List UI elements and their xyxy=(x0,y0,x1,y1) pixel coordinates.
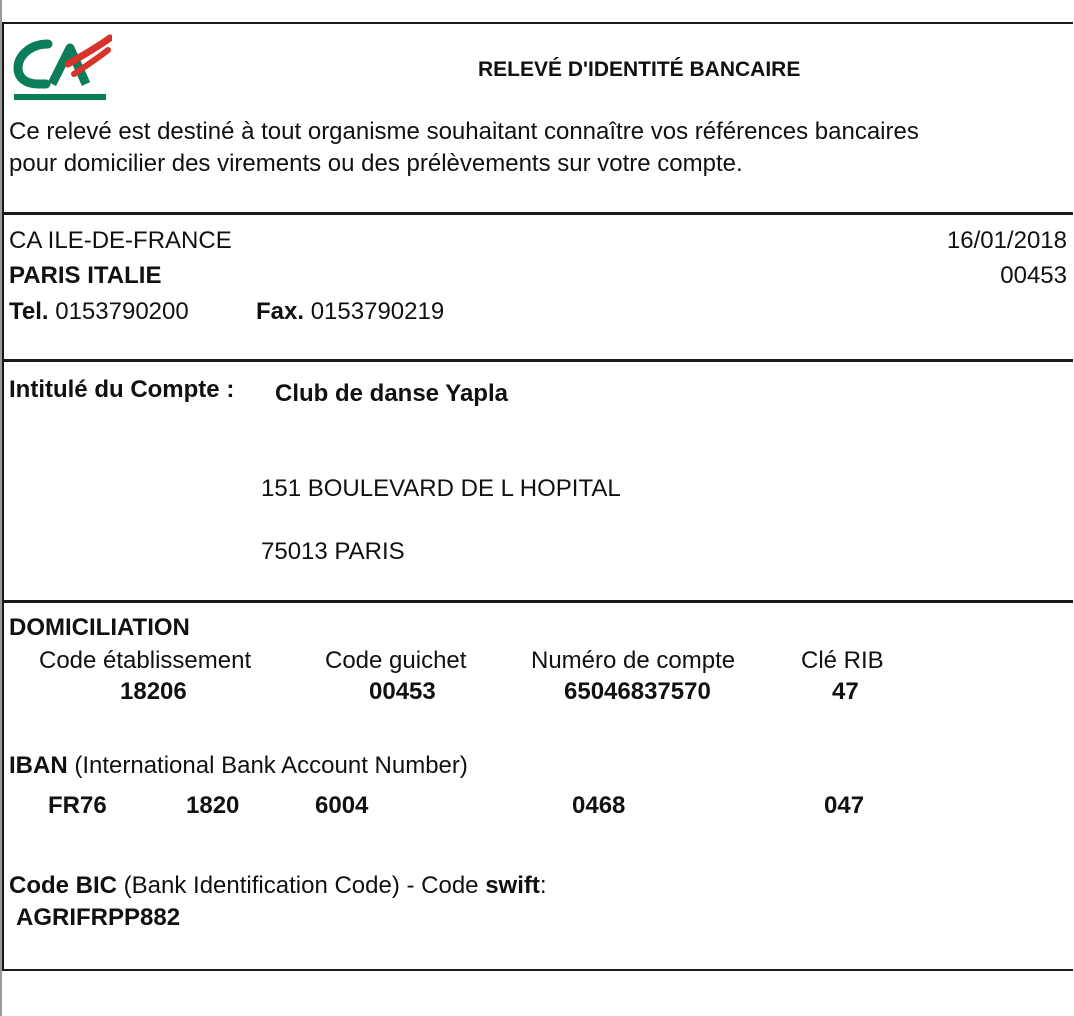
intro-text-line1: Ce relevé est destiné à tout organisme souhaitant connaître vos références bancaires xyxy=(9,118,919,145)
divider xyxy=(4,600,1073,603)
iban-group-1: FR76 xyxy=(48,792,107,819)
branch-fax xyxy=(256,298,444,326)
document-title: RELEVÉ D'IDENTITÉ BANCAIRE xyxy=(478,58,801,81)
bic-value: AGRIFRPP882 xyxy=(16,904,181,931)
bic-label: Code BIC xyxy=(9,872,117,899)
account-holder-label: Intitulé du Compte : xyxy=(9,376,235,403)
column-branch-code: Code guichet xyxy=(325,647,467,674)
iban-group-4: 0468 xyxy=(572,792,626,819)
account-holder-name: Club de danse Yapla xyxy=(275,380,508,407)
branch-code: 00453 xyxy=(1000,262,1067,289)
fax-number: 0153790219 xyxy=(310,298,445,325)
tel-number: 0153790200 xyxy=(55,298,189,325)
bank-name: CA ILE-DE-FRANCE xyxy=(9,227,232,254)
address-line1: 151 BOULEVARD DE L HOPITAL xyxy=(261,475,621,502)
value-branch-code: 00453 xyxy=(369,678,436,705)
column-bank-code: Code établissement xyxy=(39,647,252,674)
swift-label: swift xyxy=(485,872,540,899)
iban-group-3: 6004 xyxy=(315,792,369,819)
iban-description: (International Bank Account Number) xyxy=(74,752,468,779)
value-rib-key: 47 xyxy=(832,678,859,705)
column-account-number: Numéro de compte xyxy=(531,647,736,674)
tel-label: Tel. xyxy=(9,298,49,325)
iban-group-5: 047 xyxy=(824,792,865,819)
address-line2: 75013 PARIS xyxy=(261,538,405,565)
intro-text-line2: pour domicilier des virements ou des prélèvements sur votre compte. xyxy=(9,150,743,177)
domiciliation-heading: DOMICILIATION xyxy=(9,614,190,641)
credit-agricole-logo xyxy=(12,34,112,104)
value-account-number: 65046837570 xyxy=(564,678,711,705)
bic-heading xyxy=(9,872,547,900)
iban-group-2: 1820 xyxy=(186,792,240,819)
statement-date: 16/01/2018 xyxy=(946,227,1067,254)
divider xyxy=(4,359,1073,362)
column-rib-key: Clé RIB xyxy=(801,647,884,674)
bank-identity-statement xyxy=(2,22,1073,971)
bic-description: (Bank Identification Code) - Code xyxy=(123,872,479,899)
iban-heading xyxy=(9,752,468,780)
iban-label: IBAN xyxy=(9,752,68,779)
branch-phone xyxy=(9,298,189,326)
divider xyxy=(4,212,1073,215)
swift-colon: : xyxy=(539,872,547,899)
fax-label: Fax. xyxy=(256,298,305,325)
value-bank-code: 18206 xyxy=(120,678,187,705)
branch-name: PARIS ITALIE xyxy=(9,262,162,289)
